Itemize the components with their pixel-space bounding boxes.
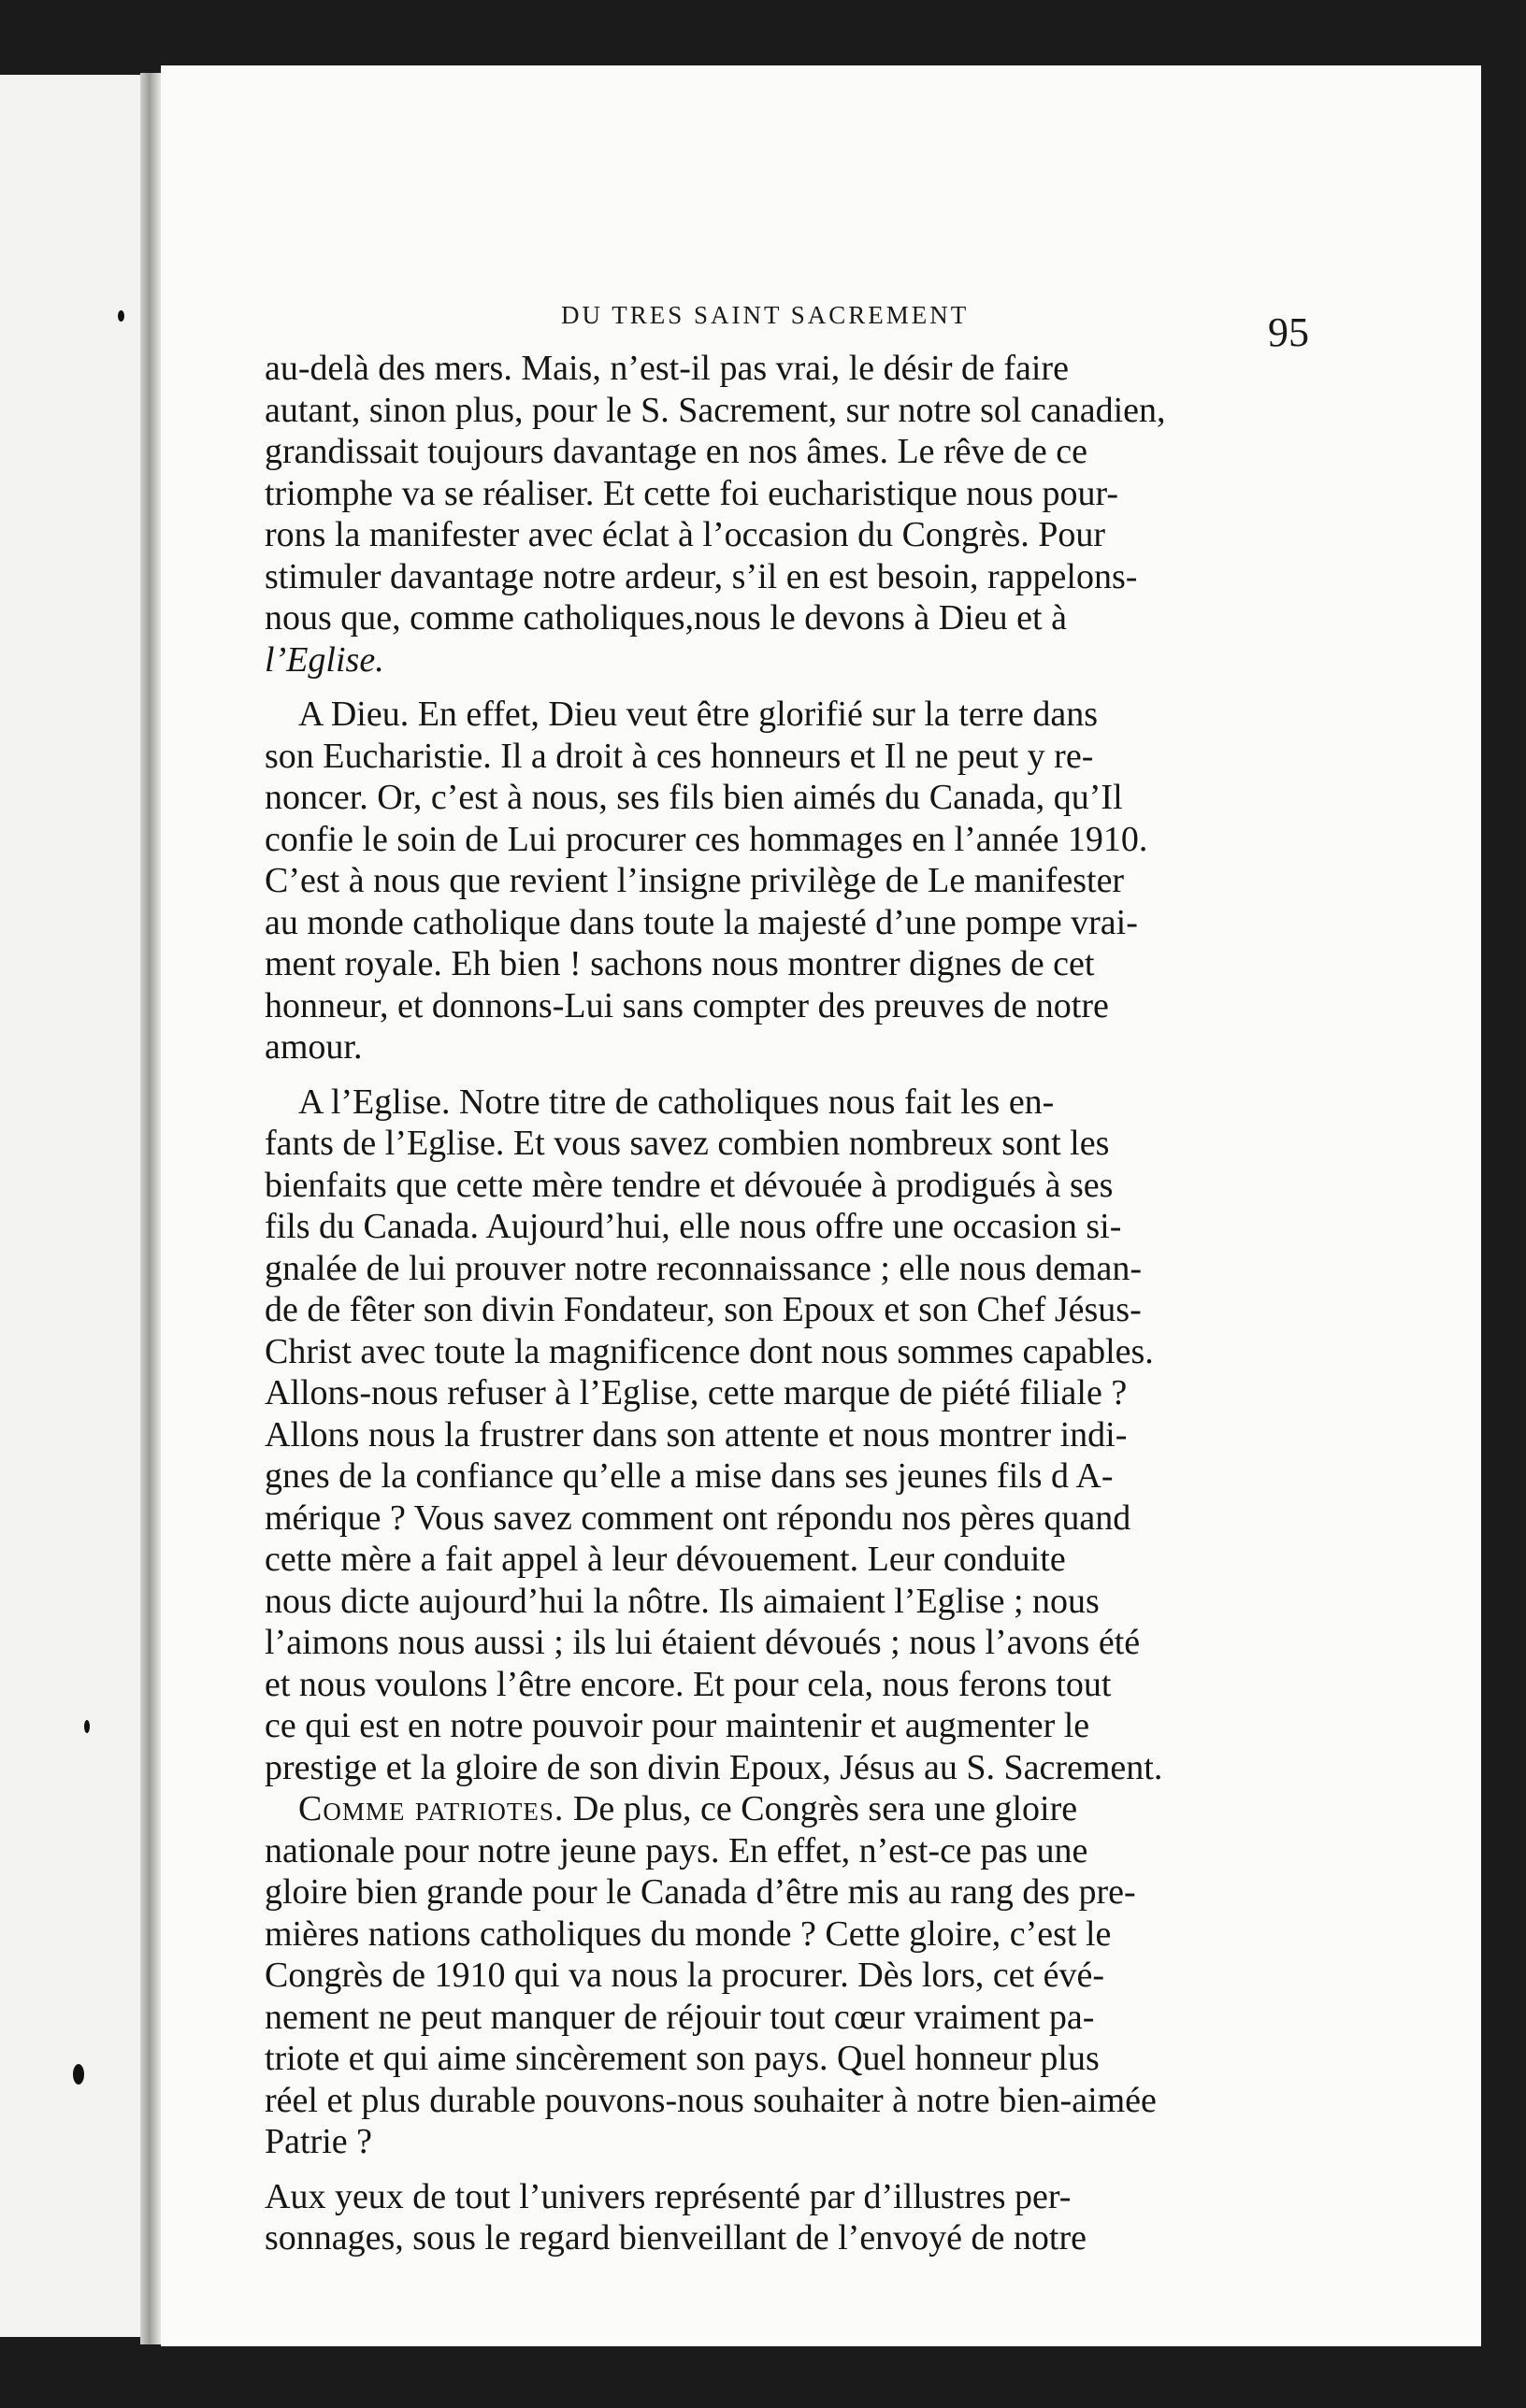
text-line: ce qui est en notre pouvoir pour maintenir et augmenter le [265,1706,1090,1745]
text-line: autant, sinon plus, pour le S. Sacrement, sur notre sol canadien, [265,390,1166,430]
margin-speck [84,1720,90,1733]
text-line: de de fêter son divin Fondateur, son Epoux et son Chef Jésus- [265,1290,1142,1329]
text-line: A Dieu. En effet, Dieu veut être glorifié sur la terre dans [298,695,1099,734]
text-line: prestige et la gloire de son divin Epoux, Jésus au S. Sacrement. [265,1747,1163,1787]
text-line: mérique ? Vous savez comment ont répondu nos pères quand [265,1498,1131,1538]
text-line: nous dicte aujourd’hui la nôtre. Ils aimaient l’Eglise ; nous [265,1581,1100,1621]
text-line: Congrès de 1910 qui va nous la procurer. Dès lors, cet évé- [265,1956,1105,1995]
text-line: stimuler davantage notre ardeur, s’il en est besoin, rappelons- [265,556,1138,596]
paragraph [265,348,1284,681]
text-line: réel et plus durable pouvons-nous souhaiter à notre bien-aimée [265,2080,1157,2120]
text-line: et nous voulons l’être encore. Et pour cela, nous ferons tout [265,1664,1112,1704]
page-number: 95 [1268,309,1309,355]
paragraph [265,1082,1284,1789]
margin-speck [73,2064,84,2085]
text-line: au-delà des mers. Mais, n’est-il pas vrai, le désir de faire [265,349,1069,388]
text-line: sonnages, sous le regard bienveillant de l’envoyé de notre [265,2218,1087,2258]
text-line: nous que, comme catholiques,nous le devons à Dieu et à [265,598,1067,638]
text-line: ment royale. Eh bien ! sachons nous montrer dignes de cet [265,944,1095,983]
text-line: Patrie ? [265,2122,373,2161]
text-run: De plus, ce Congrès sera une gloire [564,1789,1078,1828]
text-line: au monde catholique dans toute la majesté d’une pompe vrai- [265,902,1138,942]
text-line: Aux yeux de tout l’univers représenté par d’illustres per- [265,2176,1072,2216]
paragraph [265,1788,1284,2163]
text-line: bienfaits que cette mère tendre et dévouée à prodigués à ses [265,1165,1114,1205]
text-line: fants de l’Eglise. Et vous savez combien nombreux sont les [265,1124,1110,1163]
text-line: triote et qui aime sincèrement son pays. Quel honneur plus [265,2039,1100,2078]
text-line: l’Eglise. [265,639,384,680]
text-line: noncer. Or, c’est à nous, ses fils bien aimés du Canada, qu’Il [265,778,1123,817]
text-line: nement ne peut manquer de réjouir tout cœur vraiment pa- [265,1997,1095,2037]
text-line: cette mère a fait appel à leur dévouement. Leur conduite [265,1540,1066,1579]
book-gutter [140,73,161,2344]
text-line: Allons-nous refuser à l’Eglise, cette marque de piété filiale ? [265,1373,1128,1412]
text-line: triomphe va se réaliser. Et cette foi eucharistique nous pour- [265,473,1119,513]
text-line: Allons nous la frustrer dans son attente et nous montrer indi- [265,1414,1128,1455]
text-line: grandissait toujours davantage en nos âmes. Le rêve de ce [265,432,1088,471]
text-line: mières nations catholiques du monde ? Cette gloire, c’est le [265,1914,1112,1954]
text-line: Christ avec toute la magnificence dont nous sommes capables. [265,1331,1154,1371]
page-body [265,348,1284,2259]
text-line: son Eucharistie. Il a droit à ces honneurs et Il ne peut y re- [265,736,1094,776]
paragraph [265,694,1284,1068]
text-line: l’aimons nous aussi ; ils lui étaient dévoués ; nous l’avons été [265,1623,1141,1662]
text-line: amour. [265,1027,363,1067]
text-line: confie le soin de Lui procurer ces hommages en l’année 1910. [265,819,1148,859]
paragraph [265,2176,1284,2259]
text-line [265,1788,1284,1830]
text-line: nationale pour notre jeune pays. En effet, n’est-ce pas une [265,1830,1088,1870]
facing-page-edge [0,75,140,2337]
text-line: fils du Canada. Aujourd’hui, elle nous offre une occasion si- [265,1207,1122,1246]
text-line: A l’Eglise. Notre titre de catholiques nous fait les en- [298,1082,1055,1122]
section-lead: Comme patriotes. [298,1789,565,1828]
text-line: gnalée de lui prouver notre reconnaissance ; elle nous deman- [265,1248,1143,1288]
running-head: DU TRES SAINT SACREMENT [561,301,970,329]
text-line: honneur, et donnons-Lui sans compter des preuves de notre [265,985,1109,1025]
text-line: C’est à nous que revient l’insigne privilège de Le manifester [265,861,1125,900]
text-line: gloire bien grande pour le Canada d’être mis au rang des pre- [265,1872,1136,1912]
text-line: rons la manifester avec éclat à l’occasion du Congrès. Pour [265,515,1106,554]
text-line: gnes de la confiance qu’elle a mise dans ses jeunes fils d A- [265,1456,1114,1496]
margin-speck [118,310,124,322]
